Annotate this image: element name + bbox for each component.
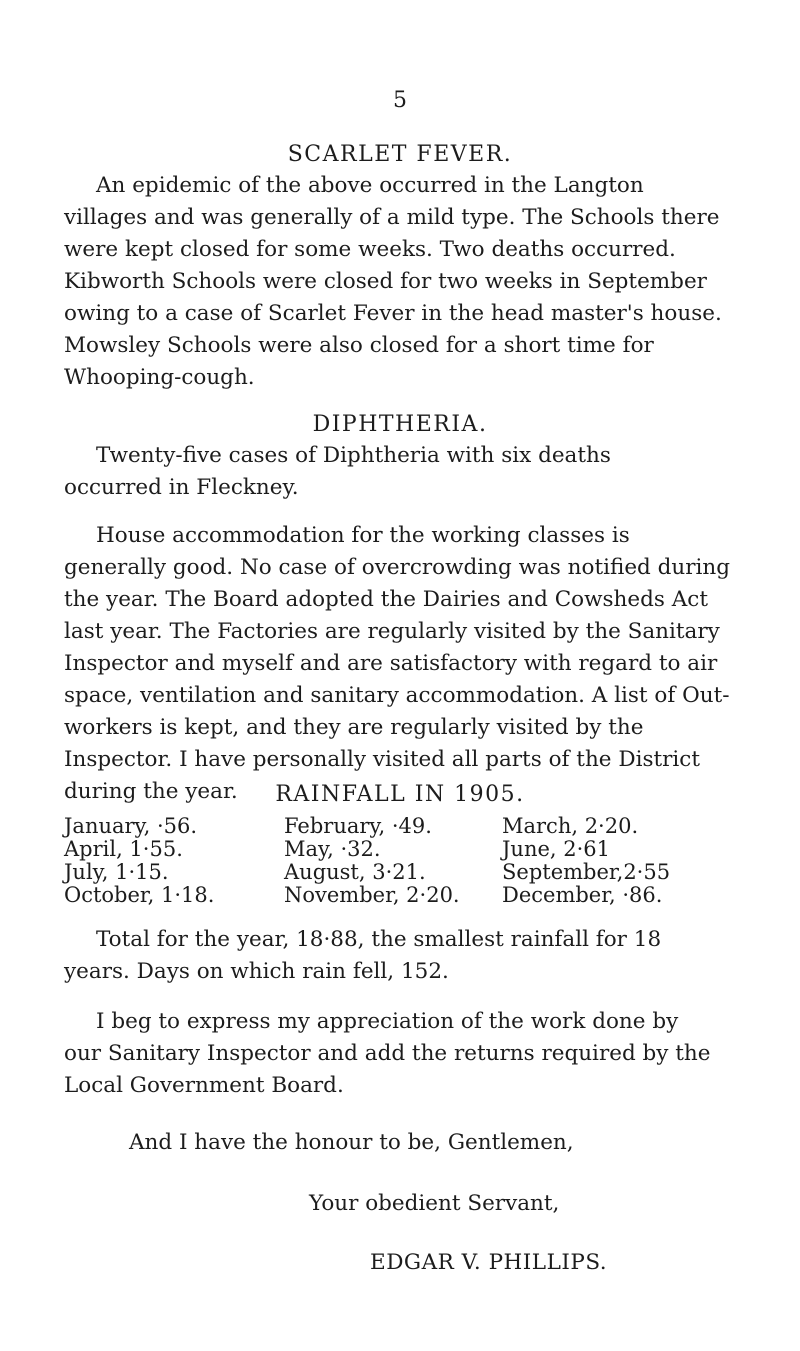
rainfall-cell: October, 1·18. bbox=[64, 883, 215, 907]
signature: EDGAR V. PHILLIPS. bbox=[370, 1250, 608, 1275]
text-line: years. Days on which rain fell, 152. bbox=[64, 959, 449, 984]
text-line: Twenty-five cases of Diphtheria with six deaths bbox=[96, 443, 611, 468]
text-line: our Sanitary Inspector and add the returns required by the bbox=[64, 1041, 711, 1066]
text-line: generally good. No case of overcrowding was notified during bbox=[64, 555, 731, 580]
text-line: space, ventilation and sanitary accommodation. A list of Out- bbox=[64, 683, 730, 708]
rainfall-cell: August, 3·21. bbox=[284, 860, 426, 884]
rainfall-cell: March, 2·20. bbox=[502, 814, 639, 838]
rainfall-cell: February, ·49. bbox=[284, 814, 432, 838]
text-line: Total for the year, 18·88, the smallest rainfall for 18 bbox=[96, 927, 662, 952]
rainfall-cell: January, ·56. bbox=[64, 814, 198, 838]
rainfall-cell: April, 1·55. bbox=[64, 837, 183, 861]
text-line: An epidemic of the above occurred in the Langton bbox=[96, 173, 644, 198]
rainfall-row bbox=[64, 837, 764, 860]
closing-honour: And I have the honour to be, Gentlemen, bbox=[129, 1130, 574, 1155]
rainfall-cell: May, ·32. bbox=[284, 837, 381, 861]
diphtheria-body bbox=[64, 440, 767, 504]
housing-body bbox=[64, 520, 767, 808]
text-line: House accommodation for the working classes is bbox=[96, 523, 630, 548]
text-line: occurred in Fleckney. bbox=[64, 475, 299, 500]
appreciation-body bbox=[64, 1006, 767, 1102]
text-line: I beg to express my appreciation of the work done by bbox=[96, 1009, 679, 1034]
rainfall-cell: December, ·86. bbox=[502, 883, 663, 907]
rainfall-table bbox=[64, 814, 764, 906]
text-line: owing to a case of Scarlet Fever in the head master's house. bbox=[64, 301, 722, 326]
rainfall-cell: July, 1·15. bbox=[64, 860, 169, 884]
rainfall-cell: November, 2·20. bbox=[284, 883, 460, 907]
rainfall-row bbox=[64, 814, 764, 837]
text-line: the year. The Board adopted the Dairies and Cowsheds Act bbox=[64, 587, 708, 612]
diphtheria-heading: DIPHTHERIA. bbox=[312, 412, 488, 437]
rainfall-row bbox=[64, 883, 764, 906]
rainfall-cell: June, 2·61 bbox=[502, 837, 611, 861]
text-line: Whooping-cough. bbox=[64, 365, 255, 390]
rainfall-cell: September,2·55 bbox=[502, 860, 671, 884]
text-line: Kibworth Schools were closed for two weeks in September bbox=[64, 269, 707, 294]
text-line: villages and was generally of a mild type. The Schools there bbox=[64, 205, 720, 230]
text-line: last year. The Factories are regularly visited by the Sanitary bbox=[64, 619, 720, 644]
text-line: workers is kept, and they are regularly visited by the bbox=[64, 715, 644, 740]
text-line: Inspector. I have personally visited all parts of the District bbox=[64, 747, 700, 772]
page-number: 5 bbox=[393, 88, 407, 113]
text-line: were kept closed for some weeks. Two deaths occurred. bbox=[64, 237, 676, 262]
text-line: Mowsley Schools were also closed for a short time for bbox=[64, 333, 654, 358]
scarlet-fever-body bbox=[64, 170, 767, 394]
rainfall-total bbox=[64, 924, 767, 988]
text-line: during the year. bbox=[64, 779, 238, 804]
text-line: Local Government Board. bbox=[64, 1073, 344, 1098]
rainfall-heading: RAINFALL IN 1905. bbox=[275, 782, 525, 807]
text-line: Inspector and myself and are satisfactory with regard to air bbox=[64, 651, 718, 676]
rainfall-row bbox=[64, 860, 764, 883]
scarlet-fever-heading: SCARLET FEVER. bbox=[287, 142, 513, 167]
closing-servant: Your obedient Servant, bbox=[309, 1191, 560, 1216]
